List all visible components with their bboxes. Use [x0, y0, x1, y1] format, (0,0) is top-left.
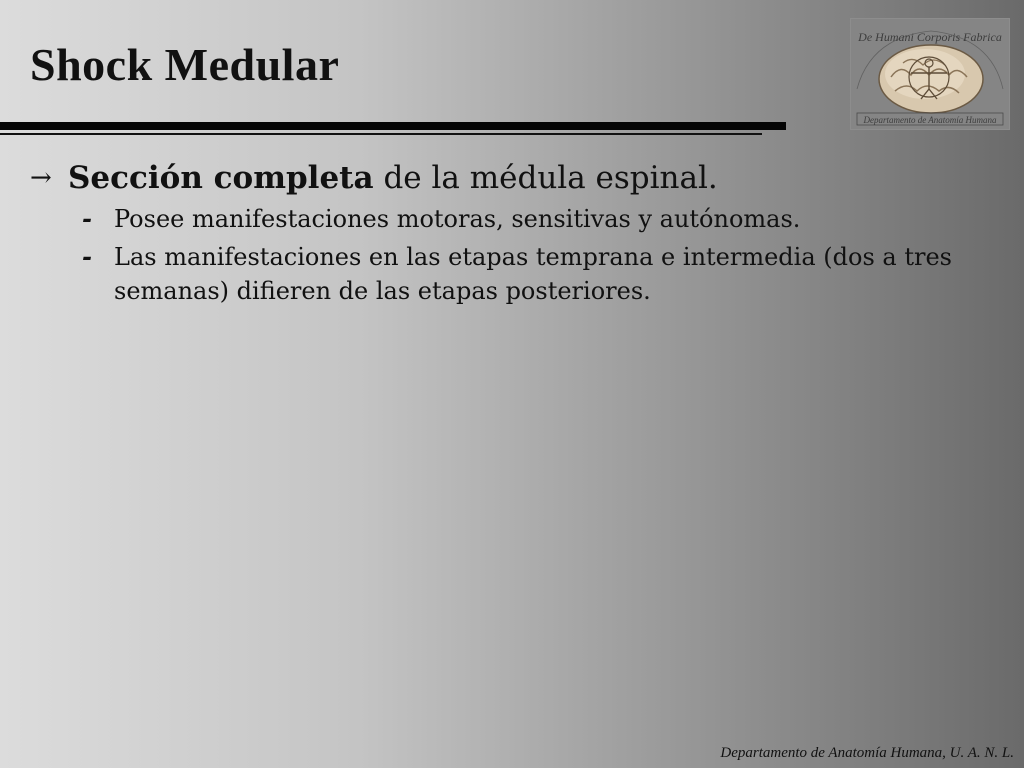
slide-footer: Departamento de Anatomía Humana, U. A. N. L.	[720, 745, 1014, 761]
sub-bullet-text: Las manifestaciones en las etapas temprana e intermedia (dos a tres semanas) difieren de las etapas posteriores.	[114, 243, 952, 305]
title-rule-thick	[0, 122, 786, 130]
bullet-text: de la médula espinal.	[373, 160, 718, 196]
slide-content	[30, 158, 990, 308]
bullet-level2	[82, 202, 990, 236]
slide-title: Shock Medular	[30, 39, 340, 90]
bullet-level1	[30, 158, 990, 198]
right-arrow-icon: →	[30, 163, 52, 193]
bullet-bold-text: Sección completa	[68, 160, 374, 196]
brain-vitruvian-logo-icon	[851, 19, 1009, 129]
title-rule-thin	[0, 133, 762, 135]
svg-text:Departamento de Anatomía Human: Departamento de Anatomía Humana	[863, 115, 997, 125]
bullet-level2	[82, 240, 990, 308]
sub-bullet-text: Posee manifestaciones motoras, sensitivas y autónomas.	[114, 205, 801, 233]
department-logo	[850, 18, 1010, 130]
dash-bullet-icon: -	[82, 204, 92, 233]
svg-text:De Humani Corporis Fabrica: De Humani Corporis Fabrica	[858, 30, 1002, 44]
dash-bullet-icon: -	[82, 242, 92, 271]
